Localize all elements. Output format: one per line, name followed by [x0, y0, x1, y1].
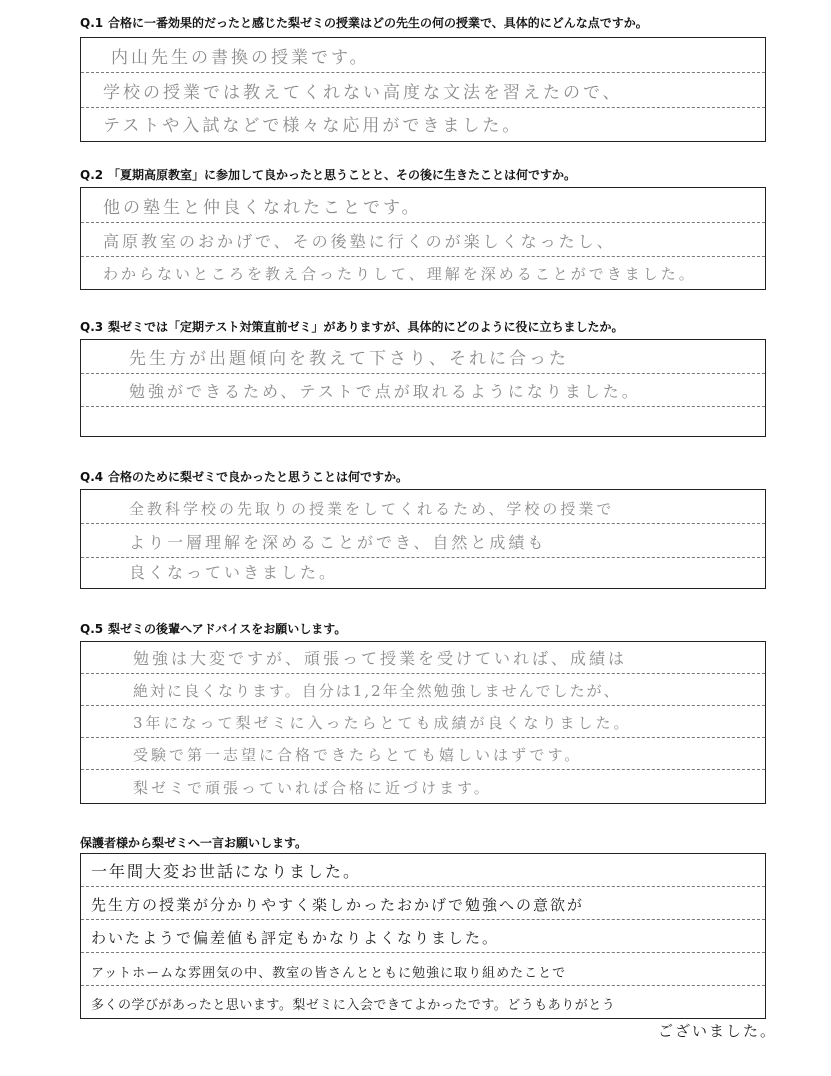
q4-question: 合格のために梨ゼミで良かったと思うことは何ですか。: [108, 470, 409, 484]
q4-answer-box: [80, 489, 766, 589]
parent-question: 保護者様から梨ゼミへ一言お願いします。: [80, 836, 308, 850]
q1-number: Q.1: [80, 16, 104, 30]
q3-title: [80, 318, 624, 335]
answer-line: [81, 887, 765, 920]
parent-closing: ございました。: [658, 1022, 778, 1040]
answer-line: [81, 674, 765, 706]
q2-answer-2: 高原教室のおかげで、その後塾に行くのが楽しくなったし、: [103, 232, 616, 251]
parent-answer-4: アットホームな雰囲気の中、教室の皆さんとともに勉強に取り組めたことで: [91, 966, 567, 981]
q1-question: 合格に一番効果的だったと感じた梨ゼミの授業はどの先生の何の授業で、具体的にどんな点ですか。: [108, 16, 648, 30]
answer-line: [81, 738, 765, 770]
q5-answer-3: 3年になって梨ゼミに入ったらとても成績が良くなりました。: [133, 714, 632, 732]
answer-line: [81, 374, 765, 407]
q2-answer-1: 他の塾生と仲良くなれたことです。: [103, 198, 422, 218]
q5-number: Q.5: [80, 622, 104, 636]
answer-line: [81, 223, 765, 257]
q2-number: Q.2: [80, 168, 104, 182]
answer-line: [81, 770, 765, 802]
q1-answer-1: 内山先生の書換の授業です。: [111, 48, 370, 68]
q2-answer-3: わからないところを教え合ったりして、理解を深めることができました。: [103, 265, 697, 283]
parent-answer-box: [80, 853, 766, 1019]
q5-answer-1: 勉強は大変ですが、頑張って授業を受けていれば、成績は: [133, 649, 628, 668]
parent-title: [80, 834, 307, 851]
answer-line: [81, 524, 765, 558]
answer-line: [81, 920, 765, 953]
q1-title: [80, 14, 648, 31]
answer-line: [81, 340, 765, 374]
q5-answer-2: 絶対に良くなります。自分は1,2年全然勉強しませんでしたが、: [133, 682, 621, 700]
q5-title: [80, 620, 346, 637]
q2-answer-box: [80, 187, 766, 290]
q2-title: [80, 166, 576, 183]
q1-answer-box: [80, 37, 766, 142]
answer-line: [81, 706, 765, 738]
answer-line: [81, 558, 765, 587]
q3-answer-box: [80, 339, 766, 437]
q4-answer-1: 全教科学校の先取りの授業をしてくれるため、学校の授業で: [129, 500, 615, 518]
answer-line: [81, 108, 765, 140]
q2-question: 「夏期高原教室」に参加して良かったと思うことと、その後に生きたことは何ですか。: [108, 168, 577, 182]
answer-line: [81, 407, 765, 435]
q4-number: Q.4: [80, 470, 104, 484]
answer-line: [81, 490, 765, 524]
q3-answer-2: 勉強ができるため、テストで点が取れるようになりました。: [129, 382, 641, 401]
parent-answer-1: 一年間大変お世話になりました。: [91, 862, 362, 881]
answer-line: [81, 257, 765, 288]
q5-answer-5: 梨ゼミで頑張っていれば合格に近づけます。: [133, 779, 492, 797]
q1-answer-3: テストや入試などで様々な応用ができました。: [103, 116, 523, 136]
q4-answer-2: より一層理解を深めることができ、自然と成績も: [129, 533, 547, 552]
answer-line: [81, 854, 765, 887]
answer-line: [81, 642, 765, 674]
q5-answer-4: 受験で第一志望に合格できたらとても嬉しいはずです。: [133, 746, 583, 764]
parent-answer-2: 先生方の授業が分かりやすく楽しかったおかげで勉強への意欲が: [91, 896, 585, 914]
q1-answer-2: 学校の授業では教えてくれない高度な文法を習えたので、: [103, 83, 623, 103]
answer-line: [81, 986, 765, 1017]
q4-title: [80, 468, 408, 485]
parent-answer-5: 多くの学びがあったと思います。梨ゼミに入会できてよかったです。どうもありがとう: [91, 998, 616, 1013]
q3-question: 梨ゼミでは「定期テスト対策直前ゼミ」がありますが、具体的にどのように役に立ちましたか。: [108, 320, 624, 334]
answer-line: [81, 953, 765, 986]
q5-answer-box: [80, 641, 766, 804]
q4-answer-3: 良くなっていきました。: [129, 563, 339, 582]
q3-answer-1: 先生方が出題傾向を教えて下さり、それに合った: [129, 349, 569, 369]
q5-question: 梨ゼミの後輩へアドバイスをお願いします。: [108, 622, 347, 636]
answer-line: [81, 188, 765, 223]
q3-number: Q.3: [80, 320, 104, 334]
answer-line: [81, 38, 765, 73]
parent-answer-3: わいたようで偏差値も評定もかなりよくなりました。: [91, 929, 500, 947]
answer-line: [81, 73, 765, 108]
